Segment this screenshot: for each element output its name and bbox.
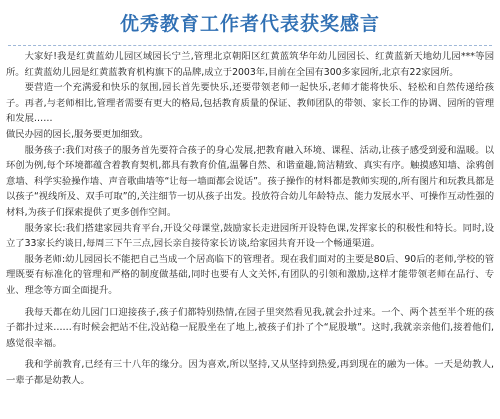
paragraph-serve-children: 服务孩子:我们对孩子的服务首先要符合孩子的身心发展,把教育融入环境、课程、活动,让孩子感受到爱和温暖。以环创为例,每个环境都蕴含着教育契机,都具有教育价值,温馨自然、和谐童趣,简洁精致、真实有序。触摸感知墙、涂鸦创意墙、科学实验操作墙、声音歌曲墙等“让每一墙面都会说话”。孩子操作的材料都是教师实现的,所有图片和玩教具都是以孩子“视线所及、双手可取”的,关注细节一切从孩子出发。投放符合幼儿年龄特点、能力发展水平、可操作互动性强的材料,为孩子们探索提供了更多创作空间。 <box>6 144 494 218</box>
paragraph-serve-teachers: 服务老师:幼儿园园长不能把自己当成一个居高临下的管理者。现在我们面对的主要是80后、90后的老师,学校的管理既要有标准化的管理和严格的制度做基础,同时也要有人文关怀,有团队的引领和激励,这样才能带领老师在品行、专业、理念等方面全面提升。 <box>6 253 494 296</box>
paragraph-closing: 我和学前教育,已经有三十八年的缘分。因为喜欢,所以坚持,又从坚持到热爱,再到现在的融为一体。一天是幼教人,一辈子都是幼教人。 <box>6 359 494 386</box>
title-divider <box>8 45 492 46</box>
article-body <box>6 49 494 388</box>
paragraph-serve-parents: 服务家长:我们搭建家园共育平台,开设父母课堂,鼓励家长走进园所开设特色课,发挥家长的积极性和特长。同时,设立了33家长约谈日,每周三下午三点,园长亲自接待家长访谈,给家园共育开设一个畅通渠道。 <box>6 222 494 250</box>
paragraph-intro: 大家好!我是红黄蓝幼儿园区域园长宁兰,管理北京朝阳区红黄蓝筑华年幼儿园园长、红黄蓝新天地幼儿园***等园所。红黄蓝幼儿园是红黄蓝教育机构旗下的品牌,成立于2003年,目前在全国有300多家园所,北京有22家园所。 <box>6 51 494 78</box>
paragraph-greeting-children: 我每天都在幼儿园门口迎接孩子,孩子们都特别热情,在园子里突然看见我,就会扑过来。一个、两个甚至半个班的孩子都扑过来……有时候会把站不住,没站稳一屁股坐在了地上,被孩子们扑了个“屁股墩”。这时,我就亲亲他们,接着他们,感觉很幸福。 <box>6 306 494 349</box>
paragraph-atmosphere: 要营造一个充满爱和快乐的氛围,园长首先要快乐,还要带领老师一起快乐,老师才能将快乐、轻松和自然传递给孩子。再者,与老师相比,管理者需要有更大的格局,包括教育质量的保证、教师团队的带领、家长工作的协调、园所的管理和发展…… <box>6 82 494 125</box>
article-title: 优秀教育工作者代表获奖感言 <box>119 13 380 35</box>
paragraph-service-summary: 做民办园的园长,服务要更加细致。 <box>6 128 149 140</box>
